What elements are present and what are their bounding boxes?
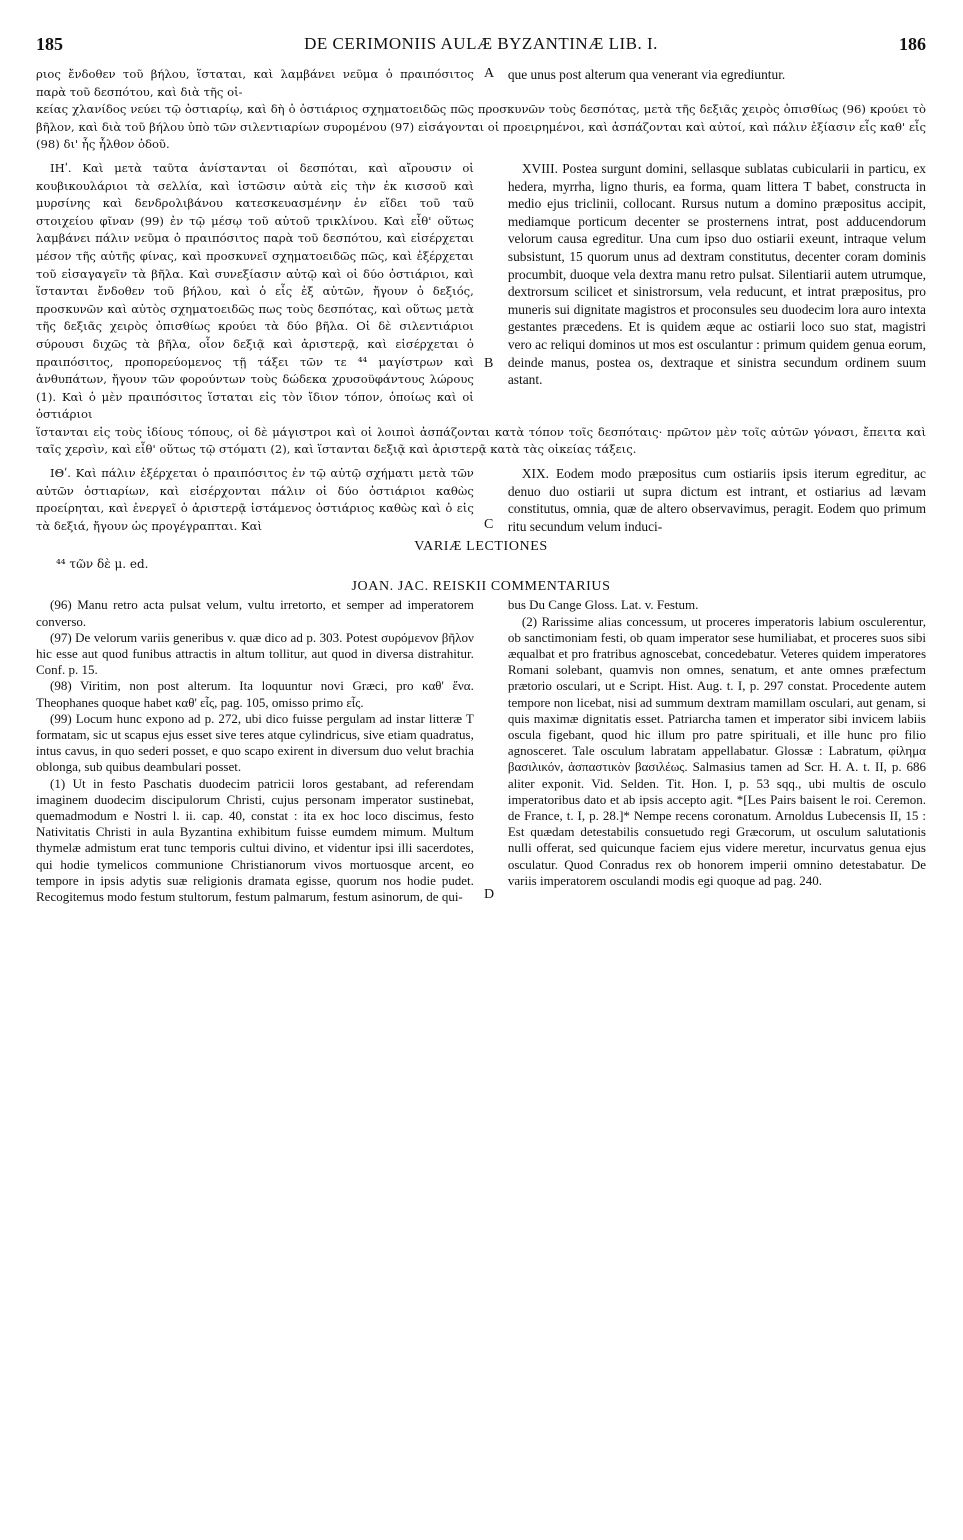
section-xix-greek: ΙΘʹ. Καὶ πάλιν ἐξέρχεται ὁ πραιπόσιτος ἐν τῷ αὐτῷ σχήματι μετὰ τῶν αὐτῶν ὀστιαρίων, καὶ εἰσέρχονται πάλιν οἱ δύο ὀστιάριοι καθὼς προείρηται, καὶ ἐνεργεῖ ὁ ἀριστερᾷ ἱστάμενος ὀστιάριος καθὼς καὶ ὁ εἰς τὰ δεξιά, ἤγουν ὡς προγέγραπται. Καὶ <box>36 466 474 533</box>
section-xviii-greek: ΙΗʹ. Καὶ μετὰ ταῦτα ἀνίστανται οἱ δεσπόται, καὶ αἴρουσιν οἱ κουβικουλάριοι τὰ σελλία, καὶ ἱστῶσιν αὐτὰ εἰς τὴν ἐκ κισσοῦ καὶ μυρσίνης καὶ δενδρολιβάνου κατεσκευασμένην ἐν εἴδει τοῦ ταῦ στοιχείου φῖναν (99) ἐν τῷ μέσῳ τοῦ αὐτοῦ τρικλίνου. Καὶ εἶθ' οὕτως λαμβάνει πάλιν νεῦμα ὁ πραιπόσιτος παρὰ τοῦ δεσπότου, καὶ εἰσέρχεται μέσον τῆς αὐτῆς φίνας, καὶ προσκυνεῖ σχηματοειδῶς πῶς, καὶ ἐξέρχεται τοῦ εἰσαγαγεῖν τὰ βῆλα. Καὶ συνεξίασιν αὐτῷ καὶ οἱ δύο ὀστιάριοι, καὶ ἵστανται ἔνδοθεν τοῦ βήλου, καὶ ὁ εἷς ἐξ αὐτῶν, ἤγουν ὁ δεξιός, προσκυνῶν καὶ αὐτὸς σχηματοειδῶς πως τοὺς δεσπότας, καὶ οὕτως μετὰ τῆς δεξιᾶς χειρὸς ὀπισθίως κρούει τὰ δύο βῆλα. Οἱ δὲ σιλεντιάριοι σύρουσι διχῶς τὰ βῆλα, οἷον δεξιᾷ καὶ ἀριστερᾷ, καὶ εἰσέρχεται ὁ πραιπόσιτος, προπορεύομενος τῇ τάξει τῶν τε ⁴⁴ μαγίστρων καὶ ἀνθυπάτων, ἤγουν τῶν φορούντων τοὺς δώδεκα χρυσοϋφάντους λώρους (1). Καὶ ὁ μὲν πραιπόσιτος ἵσταται εἰς τὸν ἴδιον τόπον, ὁποίως καὶ οἱ ὀστιάριοι <box>36 160 474 422</box>
section-xviii <box>36 160 926 424</box>
margin-marker-a: A <box>484 66 495 81</box>
margin-marker-d: D <box>484 887 495 903</box>
note-97: (97) De velorum variis generibus v. quæ dico ad p. 303. Potest συρόμενον βῆλον hic esse aut quod funibus attractis in altum tollitur, aut quod in diversa distrahitur. Conf. p. 15. <box>36 629 474 678</box>
commentary-columns <box>36 597 926 905</box>
note-1-continued: bus Du Cange Gloss. Lat. v. Festum. <box>507 597 699 613</box>
commentary-left-column <box>36 597 496 905</box>
variae-lectiones-heading: VARIÆ LECTIONES <box>414 539 548 555</box>
page-number-left: 185 <box>36 34 63 54</box>
note-96: (96) Manu retro acta pulsat velum, vultu irretorto, et semper ad imperatorem converso. <box>36 597 474 629</box>
variant-note: ⁴⁴ τῶν δὲ μ. ed. <box>56 557 149 572</box>
note-99: (99) Locum hunc expono ad p. 272, ubi dico fuisse pergulam ad instar litteræ T formatam, sic ut scapus ejus esset sive teres atque cylindricus, sive etiam quadratus, intus cavus, in quo sederi posset, e quo scapo exirent in diversum duo velut brachia oblonga, sub quibus deambulari posset. <box>36 710 474 775</box>
running-title: DE CERIMONIIS AULÆ BYZANTINÆ LIB. I. <box>304 34 658 53</box>
section-xix-latin: XIX. Eodem modo præpositus cum ostiariis ipsis iterum egreditur, ac denuo duo ostiarii ut supra dictum est intrant, et ostiarius ad lævam constitutus, omnia, quæ de altero observavimus, peragit. Eodem quo primum ritu secundum velum induci- <box>507 466 926 534</box>
page-number-right: 186 <box>899 34 926 54</box>
commentary-heading: JOAN. JAC. REISKII COMMENTARIUS <box>351 579 611 595</box>
top-greek-full-text: κείας χλανίδος νεύει τῷ ὀστιαρίῳ, καὶ δὴ ὁ ὀστιάριος σχηματοειδῶς πῶς προσκυνῶν τοὺς δεσπότας, μετὰ τῆς δεξιᾶς χειρὸς ὀπισθίως (96) κρούει τὸ βῆλον, καὶ διὰ τοῦ βήλου ὑπὸ τῶν σιλεντιαρίων συρομένου (97) εἰσάγονται οἱ προειρημένοι, καὶ ἀσπάζονται καὶ αὐτοί, καὶ πάλιν ἐξίασιν εἷς καθ' εἷς (98) δι' ἧς ἦλθον ὁδοῦ. <box>36 102 926 152</box>
note-1: (1) Ut in festo Paschatis duodecim patricii loros gestabant, ad referendam imaginem duodecim discipulorum Christi, cujus personam imperator sustinebat, quemadmodum e Nostri l. ii. cap. 40, constat : ita ex hoc loco discimus, festo Nativitatis Christi in aula Byzantina exhibitum fuisse eumdem mimum. Multum thymelæ admistum erat tunc temporis cultui divino, et videntur ipsi illi sacerdotes, qui hodie tymelicos communione Christianorum vivos mortuosque arcent, eo tempore in ipsis adytis suæ religionis dramata egisse, quorum nos hodie pudet. Recogitemus modo festum stultorum, festum palmarum, festum asinorum, de qui- <box>36 775 474 905</box>
page-header <box>36 34 926 64</box>
top-two-column <box>36 66 926 101</box>
note-98: (98) Viritim, non post alterum. Ita loquuntur novi Græci, pro καθ' ἕνα. Theophanes quoque habet καθ' εἷς, pag. 105, omisso primo εἷς. <box>36 678 474 710</box>
book-page <box>36 34 926 905</box>
top-latin-text: que unus post alterum qua venerant via egrediuntur. <box>507 67 786 82</box>
margin-marker-b: B <box>484 355 494 371</box>
commentary-right-column <box>496 597 926 905</box>
section-xviii-latin: XVIII. Postea surgunt domini, sellasque sublatas cubicularii in particu, ex hedera, myrrha, ligno thuris, ea forma, quam littera T babet, constructa in medio ejus triclinii, collocant. Rursus nutum a domino præpositus accipit, mediamque porticum decenter se prosternens intrat, post adducendorum velorum causa egreditur. Una cum ipso duo ostiarii exeunt, intraque velum subsistunt, 15 quorum unus ad dextram constitutus, decenter coram dominis procumbit, duoque vela dextra manu retro pulsat. Silentiarii autem utrumque, dextrorsum scilicet et sinistrorsum, vela reducunt, et intrat præpositus, pro muneris sui dignitate magistros et proconsules seu duodecim lora auro intexta gestantes præcedens. Et is quidem æque ac ostiarii loco suo stat, magistri vero ac reliqui dominos ut mos est osculantur : primum quidem genua eorum, deinde manus, postea os, dextraque et sinistra secundum ordinem suum astant. <box>507 160 926 388</box>
top-greek-text: ριος ἔνδοθεν τοῦ βήλου, ἵσταται, καὶ λαμβάνει νεῦμα ὁ πραιπόσιτος παρὰ τοῦ δεσπότου, καὶ διὰ τῆς οἰ- <box>36 67 474 99</box>
margin-marker-c: C <box>484 517 494 533</box>
section-xix <box>36 465 926 535</box>
note-2: (2) Rarissime alias concessum, ut proceres imperatoris labium osculerentur, ob sanctimoniam festi, ob quam imperator sese humiliabat, et proceres suos sibi æqualbat et pro fratribus agnoscebat, concedebatur. Veteres quidem imperatores Romani solebant, quamvis non omnes, senatum, et ante omnes præfectum prætorio osculari, ut e Script. Hist. Aug. t. I, p. 297 constat. Procedente autem tempore non licebat, nisi ad summum dextram mamillam osculari, aut genam, si quis maximæ dignitatis esset. Patriarcha tamen et imperator sibi invicem labiis oscula figebant, quod hic illum pro patre spirituali, et ille hunc pro filio agnosceret. Tale osculum labratam appellabatur. Glossæ : Labratum, φίλημα βασιλικόν, ἀσπαστικὸν βασιλέως. Salmasius tamen ad Scr. H. A. t. II, p. 686 aliter exponit. Vid. Selden. Tit. Hon. I, p. 53 sqq., ubi multis de osculo imperatoribus dato et ab ipsis accepto agit. *[Les Pairs baisent le roi. Ceremon. de France, t. I, p. 28.]* Nempe recens coronatum. Arnoldus Lubecensis II, 15 : Est quædam detestabilis consuetudo regi Græcorum, ut osculum salutationis nulli offerat, sed quicunque faciem ejus videre meretur, incurvatus genua ejus osculatur. Quod Conradus rex ob honorem imperii omnino detestabatur. De variis imperatorem osculandi modis egi quoque ad pag. 240. <box>507 613 926 888</box>
middle-greek-full-text: ἵστανται εἰς τοὺς ἰδίους τόπους, οἱ δὲ μάγιστροι καὶ οἱ λοιποὶ ἀσπάζονται κατὰ τόπον τοῖς δεσπόταις· πρῶτον μὲν τοῖς αὐτῶν γόνασι, ἔπειτα καὶ ταῖς χερσὶν, καὶ εἶθ' οὕτως τῷ στόματι (2), καὶ ἵστανται δεξιᾷ καὶ ἀριστερᾷ κατὰ τὰς οἰκείας τάξεις. <box>36 424 926 457</box>
